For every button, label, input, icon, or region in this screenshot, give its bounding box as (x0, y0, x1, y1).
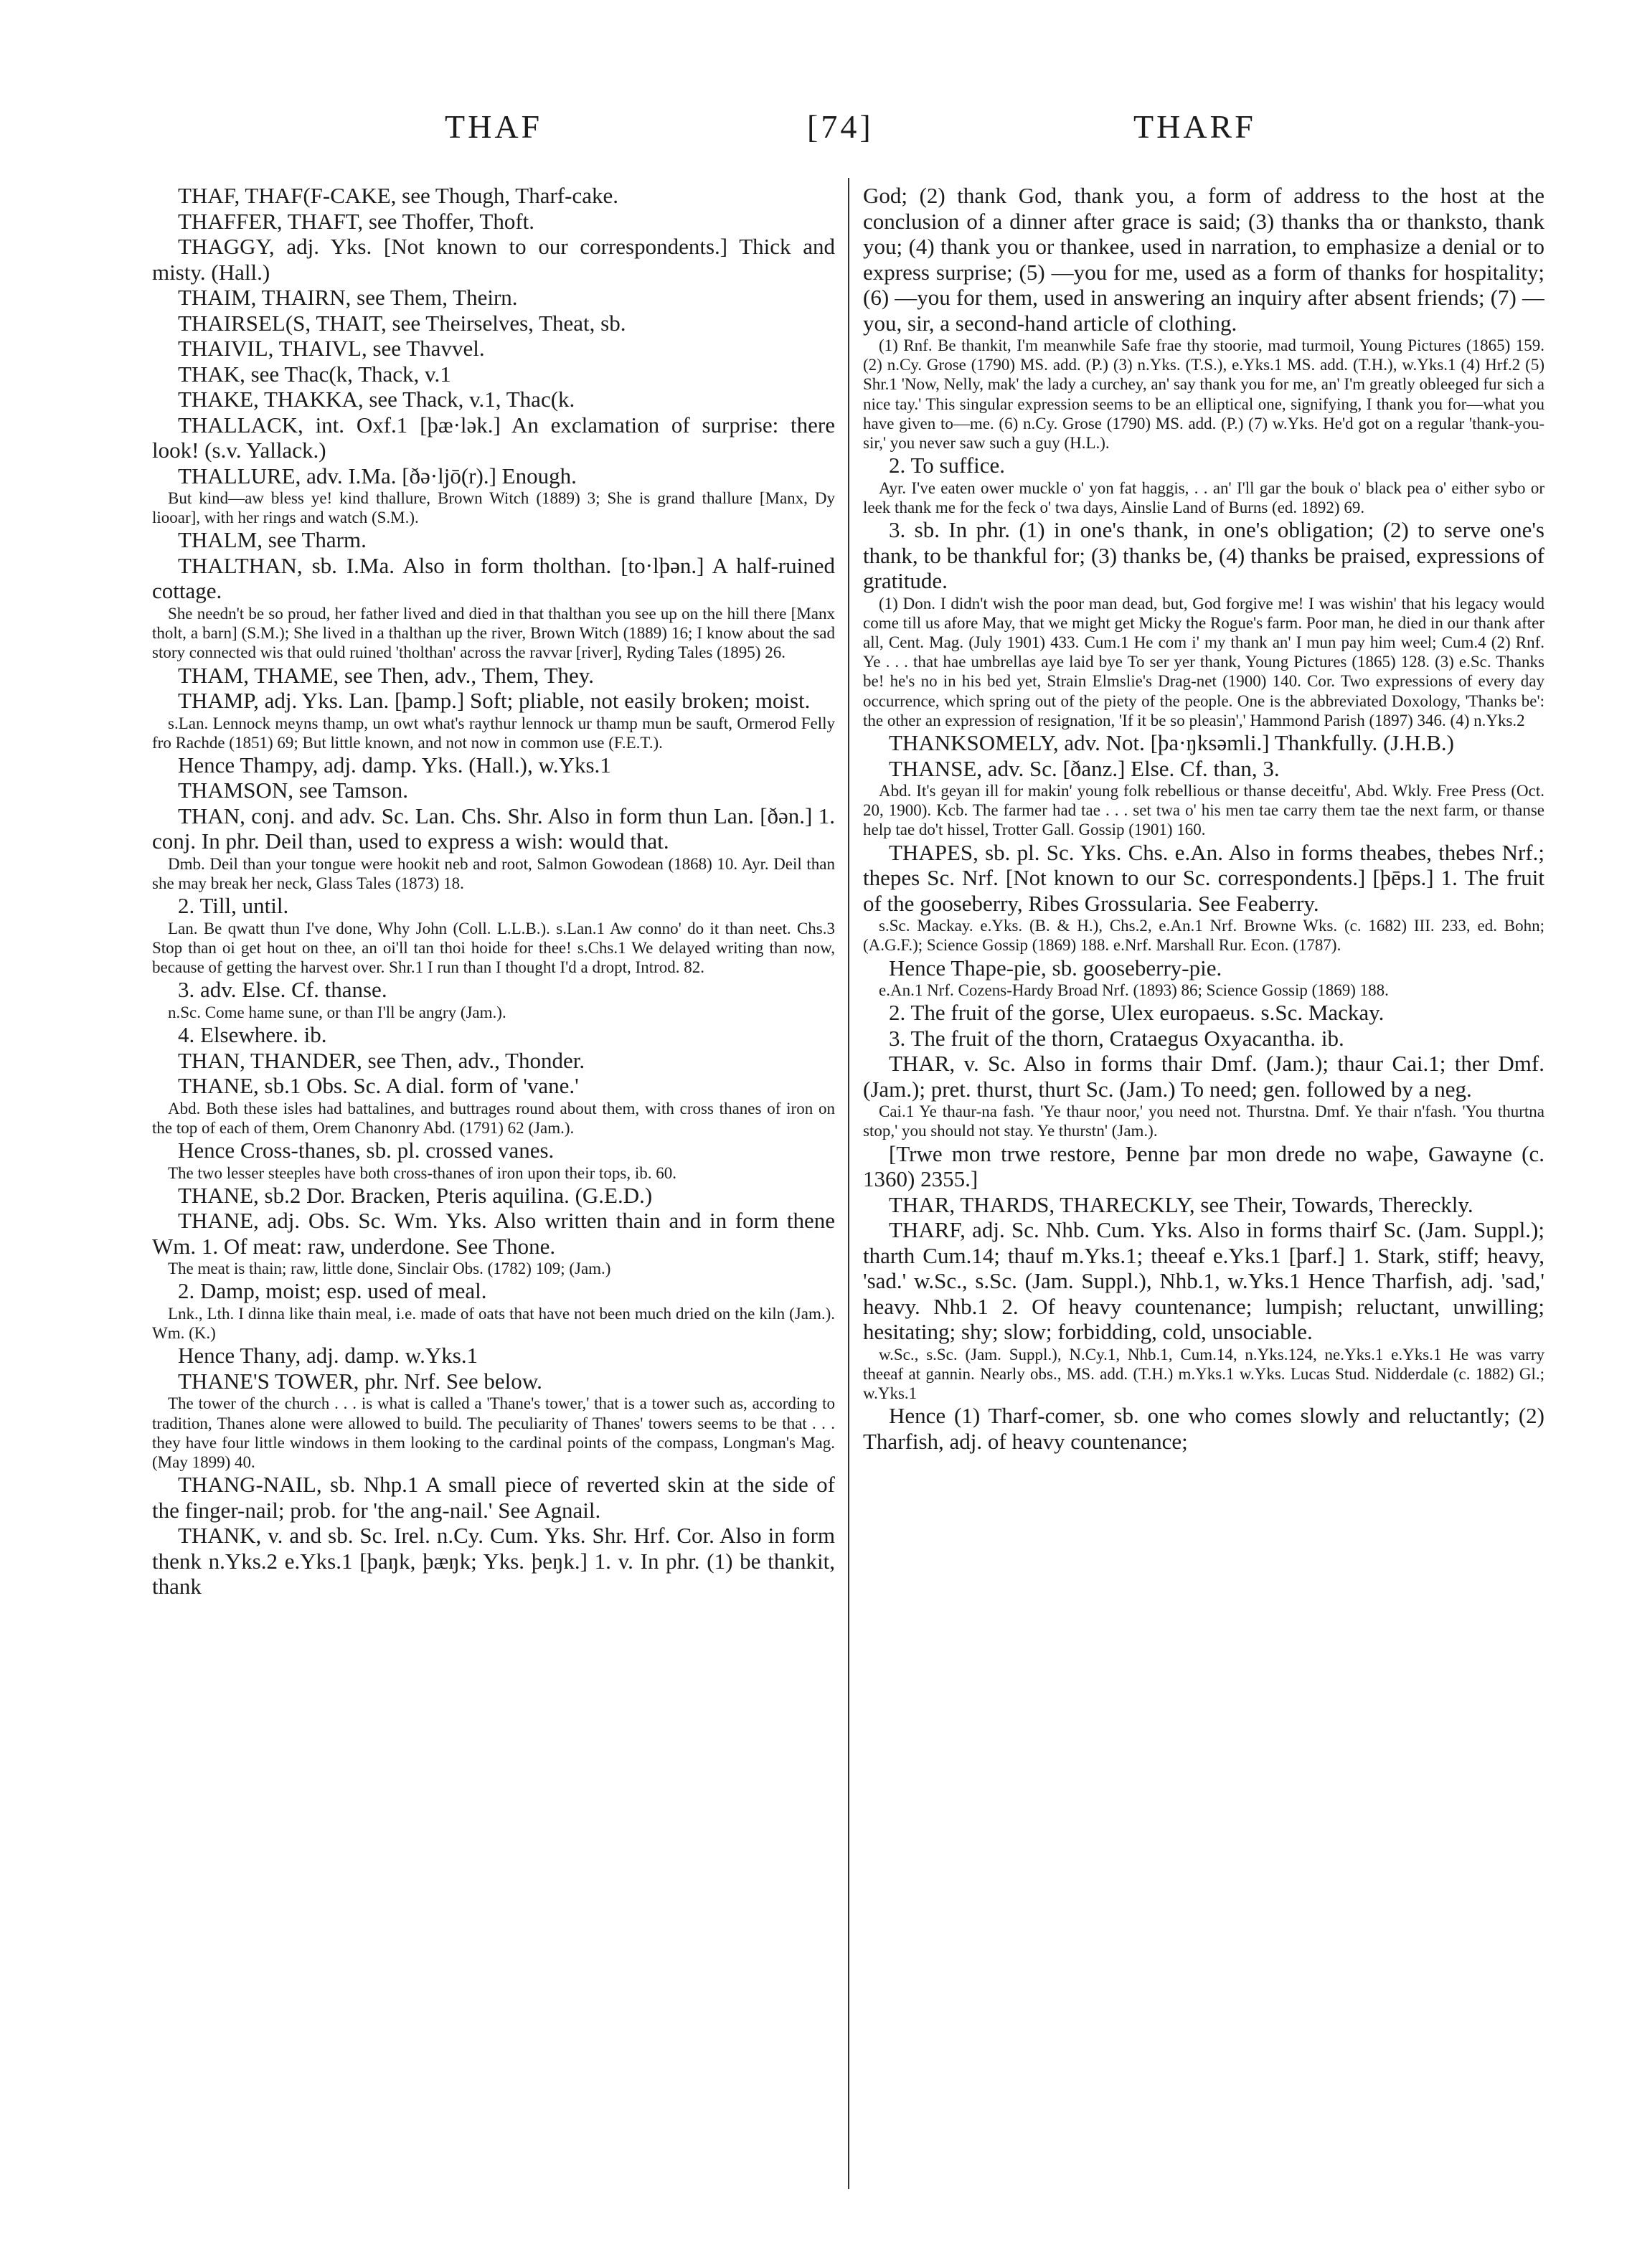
entry: THAR, v. Sc. Also in forms thair Dmf. (Jam.); thaur Cai.1; ther Dmf. (Jam.); pret. thurst, thurt Sc. (Jam.) To need; gen. followed by a neg. (863, 1051, 1544, 1102)
entry: 2. Damp, moist; esp. used of meal. (178, 1278, 487, 1304)
quotation: Lnk., Lth. I dinna like thain meal, i.e. made of oats that have not been much dried on the kiln (Jam.). Wm. (K.) (152, 1304, 835, 1343)
column-divider (848, 178, 849, 2189)
entry: [Trwe mon trwe restore, Þenne þar mon drede no waþe, Gawayne (c. 1360) 2355.] (863, 1140, 1544, 1192)
entry: THAMSON, see Tamson. (178, 778, 409, 803)
right-column (863, 183, 1544, 1454)
entry: THAIVIL, THAIVL, see Thavvel. (178, 336, 485, 361)
quotation: Lan. Be qwatt thun I've done, Why John (Coll. L.L.B.). s.Lan.1 Aw conno' do it than neet. Chs.3 Stop than oi get hout on thee, an oi'll tan thoi hoide for thee! s.Chs.1 We delayed writing than now, because of getting the harvest over. Shr.1 I run than I thought I'd a dropt, Introd. 82. (152, 919, 835, 977)
quotation: She needn't be so proud, her father lived and died in that thalthan you see up on the hill there [Manx tholt, a barn] (S.M.); She lived in a thalthan up the river, Brown Witch (1889) 16; I know about the sad story connected wis that ould ruined 'tholthan' across the ravvar [river], Ryding Tales (1895) 26. (152, 604, 835, 662)
quotation: e.An.1 Nrf. Cozens-Hardy Broad Nrf. (1893) 86; Science Gossip (1869) 188. (879, 981, 1389, 1000)
quotation: s.Lan. Lennock meyns thamp, un owt what's raythur lennock ur thamp mun be sauft, Ormerod Felly fro Rachde (1851) 69; But little known, and not now in common use (F.E.T.). (152, 714, 835, 752)
quotation: (1) Don. I didn't wish the poor man dead, but, God forgive me! I was wishin' that his legacy would come till us afore May, that we might get Micky the Rogue's farm. Poor man, he died in our thank after all, Cent. Mag. (July 1901) 433. Cum.1 He com i' my thank an' I mun pay him weel; Cum.4 (2) Rnf. Ye . . . that hae umbrellas aye laid bye To ser yer thank, Young Pictures (1865) 128. (3) e.Sc. Thanks be! he's no in his bed yet, Strain Elmslie's Drag-net (1900) 140. Cor. Two expressions of every day occurrence, which spring out of the piety of the people. One is the abbreviated Doxology, 'Thanks be': the other an expression of resignation, 'If it be so pleasin',' Hammond Parish (1897) 346. (4) n.Yks.2 (863, 594, 1544, 729)
entry: THAMP, adj. Yks. Lan. [þamp.] Soft; pliable, not easily broken; moist. (178, 688, 811, 714)
entry: THANE, sb.2 Dor. Bracken, Pteris aquilina. (G.E.D.) (178, 1182, 653, 1208)
entry: 2. Till, until. (178, 893, 289, 919)
entry: THAN, conj. and adv. Sc. Lan. Chs. Shr. Also in form thun Lan. [ðən.] 1. conj. In phr. Deil than, used to express a wish: would that. (152, 803, 835, 854)
entry: THANKSOMELY, adv. Not. [þa·ŋksəmli.] Thankfully. (J.H.B.) (889, 730, 1455, 756)
entry: THAGGY, adj. Yks. [Not known to our correspondents.] Thick and misty. (Hall.) (152, 234, 835, 285)
quotation: (1) Rnf. Be thankit, I'm meanwhile Safe frae thy stoorie, mad turmoil, Young Pictures (1865) 159. (2) n.Cy. Grose (1790) MS. add. (P.) (3) n.Yks. (T.S.), e.Yks.1 MS. add. (T.H.), w.Yks.1 (4) Hrf.2 (5) Shr.1 'Now, Nelly, mak' the lady a curchey, an' say thank you for me, an' I'm greatly obleeged fur sich a nice tay.' This singular expression seems to be an elliptical one, signifying, I thank you for—what you have given to—me. (6) n.Cy. Grose (1790) MS. add. (P.) (7) w.Yks. He'd got on a regular 'thank-you-sir,' you never saw such a guy (H.L.). (863, 336, 1544, 453)
entry: THANE, adj. Obs. Sc. Wm. Yks. Also written thain and in form thene Wm. 1. Of meat: raw, underdone. See Thone. (152, 1208, 835, 1259)
entry: Hence Thape-pie, sb. gooseberry-pie. (889, 955, 1222, 981)
running-header (0, 108, 1632, 165)
entry: Hence Thampy, adj. damp. Yks. (Hall.), w.Yks.1 (178, 752, 611, 778)
quotation: Dmb. Deil than your tongue were hookit neb and root, Salmon Gowodean (1868) 10. Ayr. Deil than she may break her neck, Glass Tales (1873) 18. (152, 854, 835, 893)
entry: 3. sb. In phr. (1) in one's thank, in one's obligation; (2) to serve one's thank, to be thankful for; (3) thanks be, (4) thanks be praised, expressions of gratitude. (863, 517, 1544, 594)
header-left-guideword: THAF (445, 108, 543, 145)
entry: THANSE, adv. Sc. [ðanz.] Else. Cf. than, 3. (889, 755, 1280, 781)
header-right-guideword: THARF (1133, 108, 1256, 145)
entry: THAM, THAME, see Then, adv., Them, They. (178, 662, 595, 688)
entry: THANK, v. and sb. Sc. Irel. n.Cy. Cum. Yks. Shr. Hrf. Cor. Also in form thenk n.Yks.2 e.Yks.1 [þaŋk, þæŋk; Yks. þeŋk.] 1. v. In phr. (1) be thankit, thank (152, 1523, 835, 1600)
left-column (152, 183, 835, 1600)
entry: THANG-NAIL, sb. Nhp.1 A small piece of reverted skin at the side of the finger-nail; prob. for 'the ang-nail.' See Agnail. (152, 1472, 835, 1523)
entry: THALLACK, int. Oxf.1 [þæ·lək.] An exclamation of surprise: there look! (s.v. Yallack.) (152, 412, 835, 463)
entry: THANE, sb.1 Obs. Sc. A dial. form of 'vane.' (178, 1073, 579, 1099)
entry: THAK, see Thac(k, Thack, v.1 (178, 361, 451, 387)
entry: Hence Thany, adj. damp. w.Yks.1 (178, 1343, 478, 1369)
entry: 2. The fruit of the gorse, Ulex europaeus. s.Sc. Mackay. (889, 1000, 1385, 1026)
entry: THANE'S TOWER, phr. Nrf. See below. (178, 1368, 542, 1394)
entry: THAIRSEL(S, THAIT, see Theirselves, Theat, sb. (178, 310, 626, 336)
quotation: s.Sc. Mackay. e.Yks. (B. & H.), Chs.2, e.An.1 Nrf. Browne Wks. (c. 1682) III. 233, ed. Bohn; (A.G.F.); Science Gossip (1869) 188. e.Nrf. Marshall Rur. Econ. (1787). (863, 917, 1544, 955)
entry: THAPES, sb. pl. Sc. Yks. Chs. e.An. Also in forms theabes, thebes Nrf.; thepes Sc. Nrf. [Not known to our Sc. correspondents.] [þēps.] 1. The fruit of the gooseberry, Ribes Grossularia. See Feaberry. (863, 839, 1544, 916)
entry-continuation: God; (2) thank God, thank you, a form of address to the host at the conclusion of a dinner after grace is said; (3) thanks tha or thanksto, thank you; (4) thank you or thankee, used in narration, to emphasize a denial or to express surprise; (5) —you for me, used as a form of thanks for hospitality; (6) —you for them, used in answering an inquiry after absent friends; (7) —you, sir, a second-hand article of clothing. (863, 183, 1544, 336)
entry: THAN, THANDER, see Then, adv., Thonder. (178, 1047, 585, 1073)
entry: THALM, see Tharm. (178, 527, 367, 553)
quotation: w.Sc., s.Sc. (Jam. Suppl.), N.Cy.1, Nhb.1, Cum.14, n.Yks.124, ne.Yks.1 e.Yks.1 He was varry theeaf at gannin. Nearly obs., MS. add. (T.H.) m.Yks.1 w.Yks. Lucas Stud. Nidderdale (c. 1882) Gl.; w.Yks.1 (863, 1345, 1544, 1403)
entry: 2. To suffice. (889, 453, 1005, 478)
quotation: Cai.1 Ye thaur-na fash. 'Ye thaur noor,' you need not. Thurstna. Dmf. Ye thair n'fash. 'You thurtna stop,' you should not stay. Ye thurstn' (Jam.). (863, 1102, 1544, 1140)
entry: 3. adv. Else. Cf. thanse. (178, 977, 387, 1003)
entry: THARF, adj. Sc. Nhb. Cum. Yks. Also in forms thairf Sc. (Jam. Suppl.); tharth Cum.14; thauf m.Yks.1; theeaf e.Yks.1 [þarf.] 1. Stark, stiff; heavy, 'sad.' w.Sc., s.Sc. (Jam. Suppl.), Nhb.1, w.Yks.1 Hence Tharfish, adj. 'sad,' heavy. Nhb.1 2. Of heavy countenance; lumpish; reluctant, unwilling; hesitating; shy; slow; forbidding, cold, unsociable. (863, 1217, 1544, 1345)
page-number: [74] (807, 108, 874, 145)
quotation: But kind—aw bless ye! kind thallure, Brown Witch (1889) 3; She is grand thallure [Manx, Dy liooar], with her rings and watch (S.M.). (152, 489, 835, 527)
quotation: n.Sc. Come hame sune, or than I'll be angry (Jam.). (168, 1003, 506, 1021)
quotation: The tower of the church . . . is what is called a 'Thane's tower,' that is a tower such as, according to tradition, Thanes alone were allowed to build. The peculiarity of Thanes' towers seems to be that . . . they have four little windows in them looking to the cardinal points of the compass, Longman's Mag. (May 1899) 40. (152, 1394, 835, 1471)
entry: THALLURE, adv. I.Ma. [ðə·ljō(r).] Enough. (178, 463, 577, 488)
entry: THAIM, THAIRN, see Them, Theirn. (178, 285, 518, 310)
quotation: Ayr. I've eaten ower muckle o' yon fat haggis, . . an' I'll gar the bouk o' black pea o' either sybo or leek thank me for the feck o' twa days, Ainslie Land of Burns (ed. 1892) 69. (863, 478, 1544, 516)
entry: Hence Cross-thanes, sb. pl. crossed vanes. (178, 1138, 555, 1163)
entry: THAKE, THAKKA, see Thack, v.1, Thac(k. (178, 387, 575, 412)
entry: Hence (1) Tharf-comer, sb. one who comes slowly and reluctantly; (2) Tharfish, adj. of heavy countenance; (863, 1403, 1544, 1454)
entry: 4. Elsewhere. ib. (178, 1022, 327, 1048)
entry: THALTHAN, sb. I.Ma. Also in form tholthan. [to·lþən.] A half-ruined cottage. (152, 552, 835, 604)
quotation: Abd. It's geyan ill for makin' young folk rebellious or thanse deceitfu', Abd. Wkly. Free Press (Oct. 20, 1900). Kcb. The farmer had tae . . . set twa o' his men tae carry them tae the next farm, or thanse help tae do't hissel, Trotter Gall. Gossip (1901) 160. (863, 782, 1544, 839)
entry: 3. The fruit of the thorn, Crataegus Oxyacantha. ib. (889, 1025, 1344, 1051)
entry: THAF, THAF(F-CAKE, see Though, Tharf-cake. (178, 183, 618, 208)
quotation: The meat is thain; raw, little done, Sinclair Obs. (1782) 109; (Jam.) (168, 1260, 611, 1278)
quotation: The two lesser steeples have both cross-thanes of iron upon their tops, ib. 60. (168, 1163, 677, 1182)
quotation: Abd. Both these isles had battalines, and buttrages round about them, with cross thanes of iron on the top of each of them, Orem Chanonry Abd. (1791) 62 (Jam.). (152, 1099, 835, 1137)
entry: THAR, THARDS, THARECKLY, see Their, Towards, Thereckly. (889, 1191, 1473, 1217)
entry: THAFFER, THAFT, see Thoffer, Thoft. (178, 208, 535, 234)
